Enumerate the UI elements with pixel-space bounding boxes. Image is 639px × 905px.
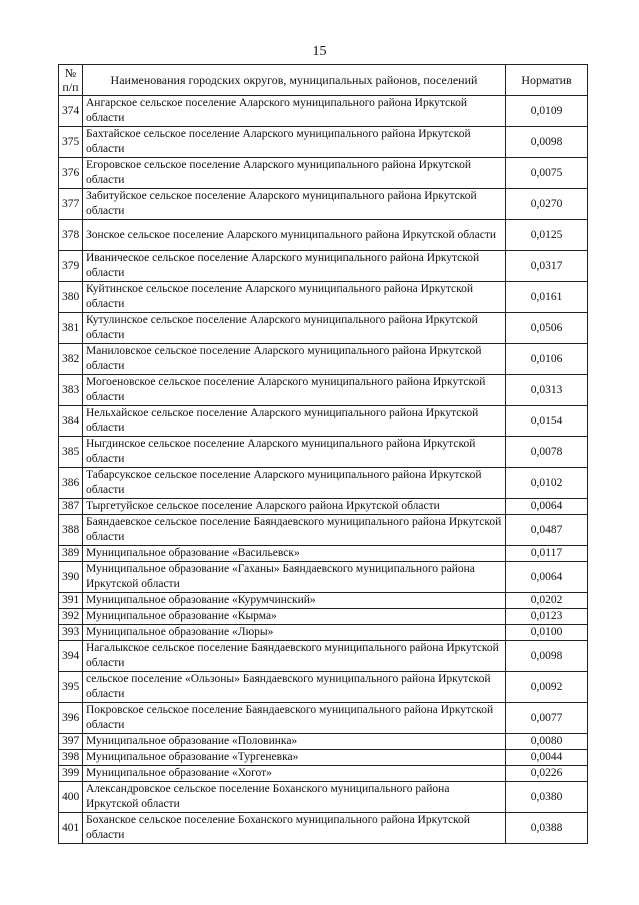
table-header-row [59, 65, 588, 96]
row-norm: 0,0109 [506, 96, 588, 127]
row-norm: 0,0044 [506, 750, 588, 766]
row-number: 391 [59, 593, 83, 609]
row-number: 378 [59, 220, 83, 251]
normative-table [58, 64, 588, 844]
row-number: 374 [59, 96, 83, 127]
row-number: 385 [59, 437, 83, 468]
row-norm: 0,0154 [506, 406, 588, 437]
column-header-number-line2: п/п [62, 80, 79, 94]
row-number: 398 [59, 750, 83, 766]
table-row [59, 593, 588, 609]
table-row [59, 220, 588, 251]
row-number: 392 [59, 609, 83, 625]
row-name: Боханское сельское поселение Боханского муниципального района Иркутской области [83, 813, 506, 844]
row-norm: 0,0202 [506, 593, 588, 609]
table-row [59, 406, 588, 437]
row-number: 399 [59, 766, 83, 782]
table-row [59, 750, 588, 766]
column-header-number-line1: № [64, 66, 77, 80]
table-row [59, 813, 588, 844]
row-number: 376 [59, 158, 83, 189]
row-number: 379 [59, 251, 83, 282]
row-name: Покровское сельское поселение Баяндаевского муниципального района Иркутской области [83, 703, 506, 734]
row-number: 401 [59, 813, 83, 844]
row-name: Муниципальное образование «Люры» [83, 625, 506, 641]
table-row [59, 251, 588, 282]
row-number: 396 [59, 703, 83, 734]
row-number: 386 [59, 468, 83, 499]
table-row [59, 562, 588, 593]
row-number: 388 [59, 515, 83, 546]
row-number: 389 [59, 546, 83, 562]
row-name: Иваническое сельское поселение Аларского муниципального района Иркутской области [83, 251, 506, 282]
table-row [59, 189, 588, 220]
row-norm: 0,0064 [506, 562, 588, 593]
row-norm: 0,0487 [506, 515, 588, 546]
table-row [59, 375, 588, 406]
row-norm: 0,0075 [506, 158, 588, 189]
table-row [59, 546, 588, 562]
table-row [59, 313, 588, 344]
row-norm: 0,0123 [506, 609, 588, 625]
table-row [59, 515, 588, 546]
row-number: 375 [59, 127, 83, 158]
row-name: Табарсукское сельское поселение Аларского муниципального района Иркутской области [83, 468, 506, 499]
row-norm: 0,0117 [506, 546, 588, 562]
page-number: 15 [312, 44, 327, 59]
row-norm: 0,0106 [506, 344, 588, 375]
row-name: Баяндаевское сельское поселение Баяндаевского муниципального района Иркутской области [83, 515, 506, 546]
row-name: Нагалыкское сельское поселение Баяндаевского муниципального района Иркутской области [83, 641, 506, 672]
table-row [59, 127, 588, 158]
table-row [59, 96, 588, 127]
row-name: Могоеновское сельское поселение Аларского муниципального района Иркутской области [83, 375, 506, 406]
table-row [59, 282, 588, 313]
table-row [59, 609, 588, 625]
table-row [59, 344, 588, 375]
row-name: Александровское сельское поселение Боханского муниципального района Иркутской области [83, 782, 506, 813]
row-name: Муниципальное образование «Половинка» [83, 734, 506, 750]
row-number: 383 [59, 375, 83, 406]
row-name: Муниципальное образование «Кырма» [83, 609, 506, 625]
row-norm: 0,0098 [506, 641, 588, 672]
row-norm: 0,0270 [506, 189, 588, 220]
row-norm: 0,0226 [506, 766, 588, 782]
row-number: 381 [59, 313, 83, 344]
row-number: 390 [59, 562, 83, 593]
table-row [59, 782, 588, 813]
row-norm: 0,0098 [506, 127, 588, 158]
row-name: сельское поселение «Ользоны» Баяндаевского муниципального района Иркутской области [83, 672, 506, 703]
row-norm: 0,0078 [506, 437, 588, 468]
row-name: Нельхайское сельское поселение Аларского муниципального района Иркутской области [83, 406, 506, 437]
row-number: 380 [59, 282, 83, 313]
table-row [59, 468, 588, 499]
table-row [59, 703, 588, 734]
row-norm: 0,0080 [506, 734, 588, 750]
row-name: Муниципальное образование «Курумчинский» [83, 593, 506, 609]
row-name: Муниципальное образование «Хогот» [83, 766, 506, 782]
table-row [59, 437, 588, 468]
row-name: Ныгдинское сельское поселение Аларского муниципального района Иркутской области [83, 437, 506, 468]
row-name: Егоровское сельское поселение Аларского муниципального района Иркутской области [83, 158, 506, 189]
row-name: Тыргетуйское сельское поселение Аларского района Иркутской области [83, 499, 506, 515]
table-row [59, 625, 588, 641]
row-name: Ангарское сельское поселение Аларского муниципального района Иркутской области [83, 96, 506, 127]
row-norm: 0,0161 [506, 282, 588, 313]
column-header-name: Наименования городских округов, муниципальных районов, поселений [83, 65, 506, 96]
table-body [59, 96, 588, 844]
row-norm: 0,0092 [506, 672, 588, 703]
row-norm: 0,0077 [506, 703, 588, 734]
row-norm: 0,0102 [506, 468, 588, 499]
row-norm: 0,0317 [506, 251, 588, 282]
row-name: Кутулинское сельское поселение Аларского муниципального района Иркутской области [83, 313, 506, 344]
table-row [59, 641, 588, 672]
row-name: Муниципальное образование «Васильевск» [83, 546, 506, 562]
table-row [59, 672, 588, 703]
row-name: Муниципальное образование «Тургеневка» [83, 750, 506, 766]
row-name: Зонское сельское поселение Аларского муниципального района Иркутской области [83, 220, 506, 251]
table-row [59, 158, 588, 189]
row-number: 384 [59, 406, 83, 437]
row-number: 395 [59, 672, 83, 703]
row-number: 397 [59, 734, 83, 750]
row-number: 387 [59, 499, 83, 515]
row-name: Забитуйское сельское поселение Аларского муниципального района Иркутской области [83, 189, 506, 220]
row-norm: 0,0388 [506, 813, 588, 844]
row-number: 393 [59, 625, 83, 641]
row-number: 400 [59, 782, 83, 813]
table-row [59, 499, 588, 515]
row-number: 394 [59, 641, 83, 672]
row-number: 382 [59, 344, 83, 375]
row-norm: 0,0380 [506, 782, 588, 813]
row-norm: 0,0313 [506, 375, 588, 406]
row-name: Маниловское сельское поселение Аларского муниципального района Иркутской области [83, 344, 506, 375]
table-row [59, 734, 588, 750]
row-norm: 0,0100 [506, 625, 588, 641]
row-norm: 0,0125 [506, 220, 588, 251]
row-name: Муниципальное образование «Гаханы» Баяндаевского муниципального района Иркутской области [83, 562, 506, 593]
row-name: Куйтинское сельское поселение Аларского муниципального района Иркутской области [83, 282, 506, 313]
row-number: 377 [59, 189, 83, 220]
table-row [59, 766, 588, 782]
column-header-number [59, 65, 83, 96]
row-norm: 0,0064 [506, 499, 588, 515]
row-norm: 0,0506 [506, 313, 588, 344]
column-header-norm: Норматив [506, 65, 588, 96]
row-name: Бахтайское сельское поселение Аларского муниципального района Иркутской области [83, 127, 506, 158]
